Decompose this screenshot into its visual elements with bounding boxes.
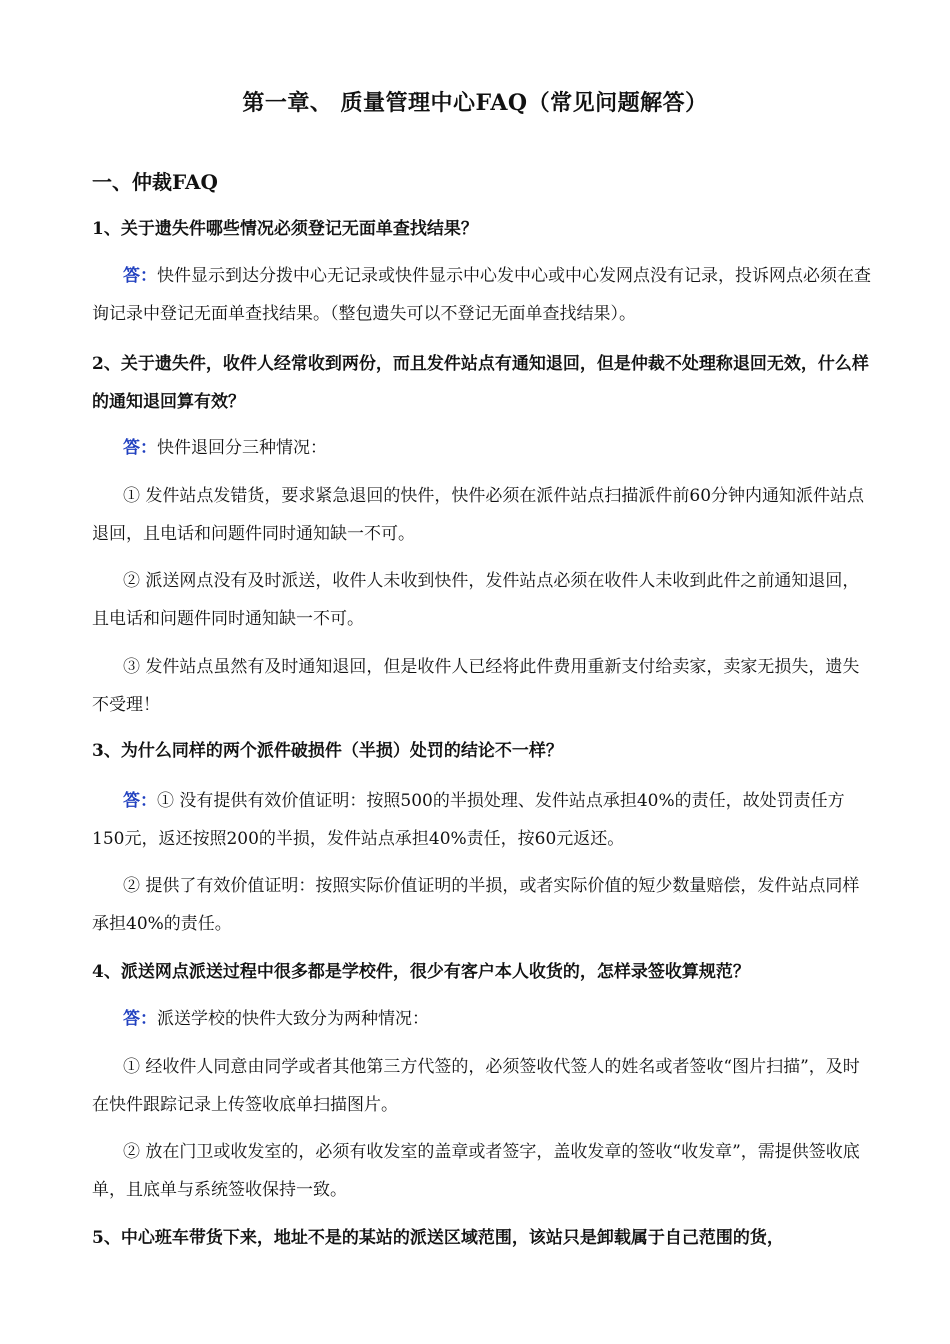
answer-label: 答： — [123, 791, 157, 811]
answer-label: 答： — [123, 266, 157, 286]
question-4: 4、派送网点派送过程中很多都是学校件，很少有客户本人收货的，怎样录签收算规范？ — [92, 962, 750, 982]
chapter-title: 第一章、 质量管理中心FAQ（常见问题解答） — [242, 90, 708, 116]
answer-3-text: ① 没有提供有效价值证明：按照500的半损处理、发件站点承担40%的责任，故处罚责任方150元，返还按照200的半损，发件站点承担40%责任，按60元返还。 — [92, 791, 845, 849]
answer-label: 答： — [123, 1009, 157, 1029]
answer-2 — [92, 429, 872, 467]
answer-2-text: 快件退回分三种情况： — [157, 438, 327, 458]
answer-1 — [92, 257, 872, 333]
answer-3 — [92, 782, 872, 858]
question-2: 2、关于遗失件，收件人经常收到两份，而且发件站点有通知退回，但是仲裁不处理称退回无效，什么样的通知退回算有效？ — [92, 354, 869, 412]
question-1: 1、关于遗失件哪些情况必须登记无面单查找结果？ — [92, 219, 478, 239]
question-3: 3、为什么同样的两个派件破损件（半损）处罚的结论不一样？ — [92, 741, 563, 761]
question-5: 5、中心班车带货下来，地址不是的某站的派送区域范围，该站只是卸载属于自己范围的货， — [92, 1228, 784, 1248]
answer-2-point-1: ① 发件站点发错货，要求紧急退回的快件，快件必须在派件站点扫描派件前60分钟内通知派件站点退回，且电话和问题件同时通知缺一不可。 — [92, 486, 865, 544]
answer-4-point-1: ① 经收件人同意由同学或者其他第三方代签的，必须签收代签人的姓名或者签收“图片扫描”，及时在快件跟踪记录上传签收底单扫描图片。 — [92, 1057, 860, 1115]
answer-4-point-2: ② 放在门卫或收发室的，必须有收发室的盖章或者签字，盖收发章的签收“收发章”，需提供签收底单，且底单与系统签收保持一致。 — [92, 1142, 860, 1200]
answer-label: 答： — [123, 438, 157, 458]
answer-1-text: 快件显示到达分拨中心无记录或快件显示中心发中心或中心发网点没有记录，投诉网点必须在查询记录中登记无面单查找结果。（整包遗失可以不登记无面单查找结果）。 — [92, 266, 871, 324]
section-title: 一、仲裁FAQ — [92, 170, 218, 194]
answer-3-point-2: ② 提供了有效价值证明：按照实际价值证明的半损，或者实际价值的短少数量赔偿，发件站点同样承担40%的责任。 — [92, 876, 860, 934]
answer-2-point-3: ③ 发件站点虽然有及时通知退回，但是收件人已经将此件费用重新支付给卖家，卖家无损失，遗失不受理！ — [92, 657, 860, 715]
answer-2-point-2: ② 派送网点没有及时派送，收件人未收到快件，发件站点必须在收件人未收到此件之前通知退回，且电话和问题件同时通知缺一不可。 — [92, 571, 860, 629]
answer-4 — [92, 1000, 872, 1038]
answer-4-text: 派送学校的快件大致分为两种情况： — [157, 1009, 429, 1029]
